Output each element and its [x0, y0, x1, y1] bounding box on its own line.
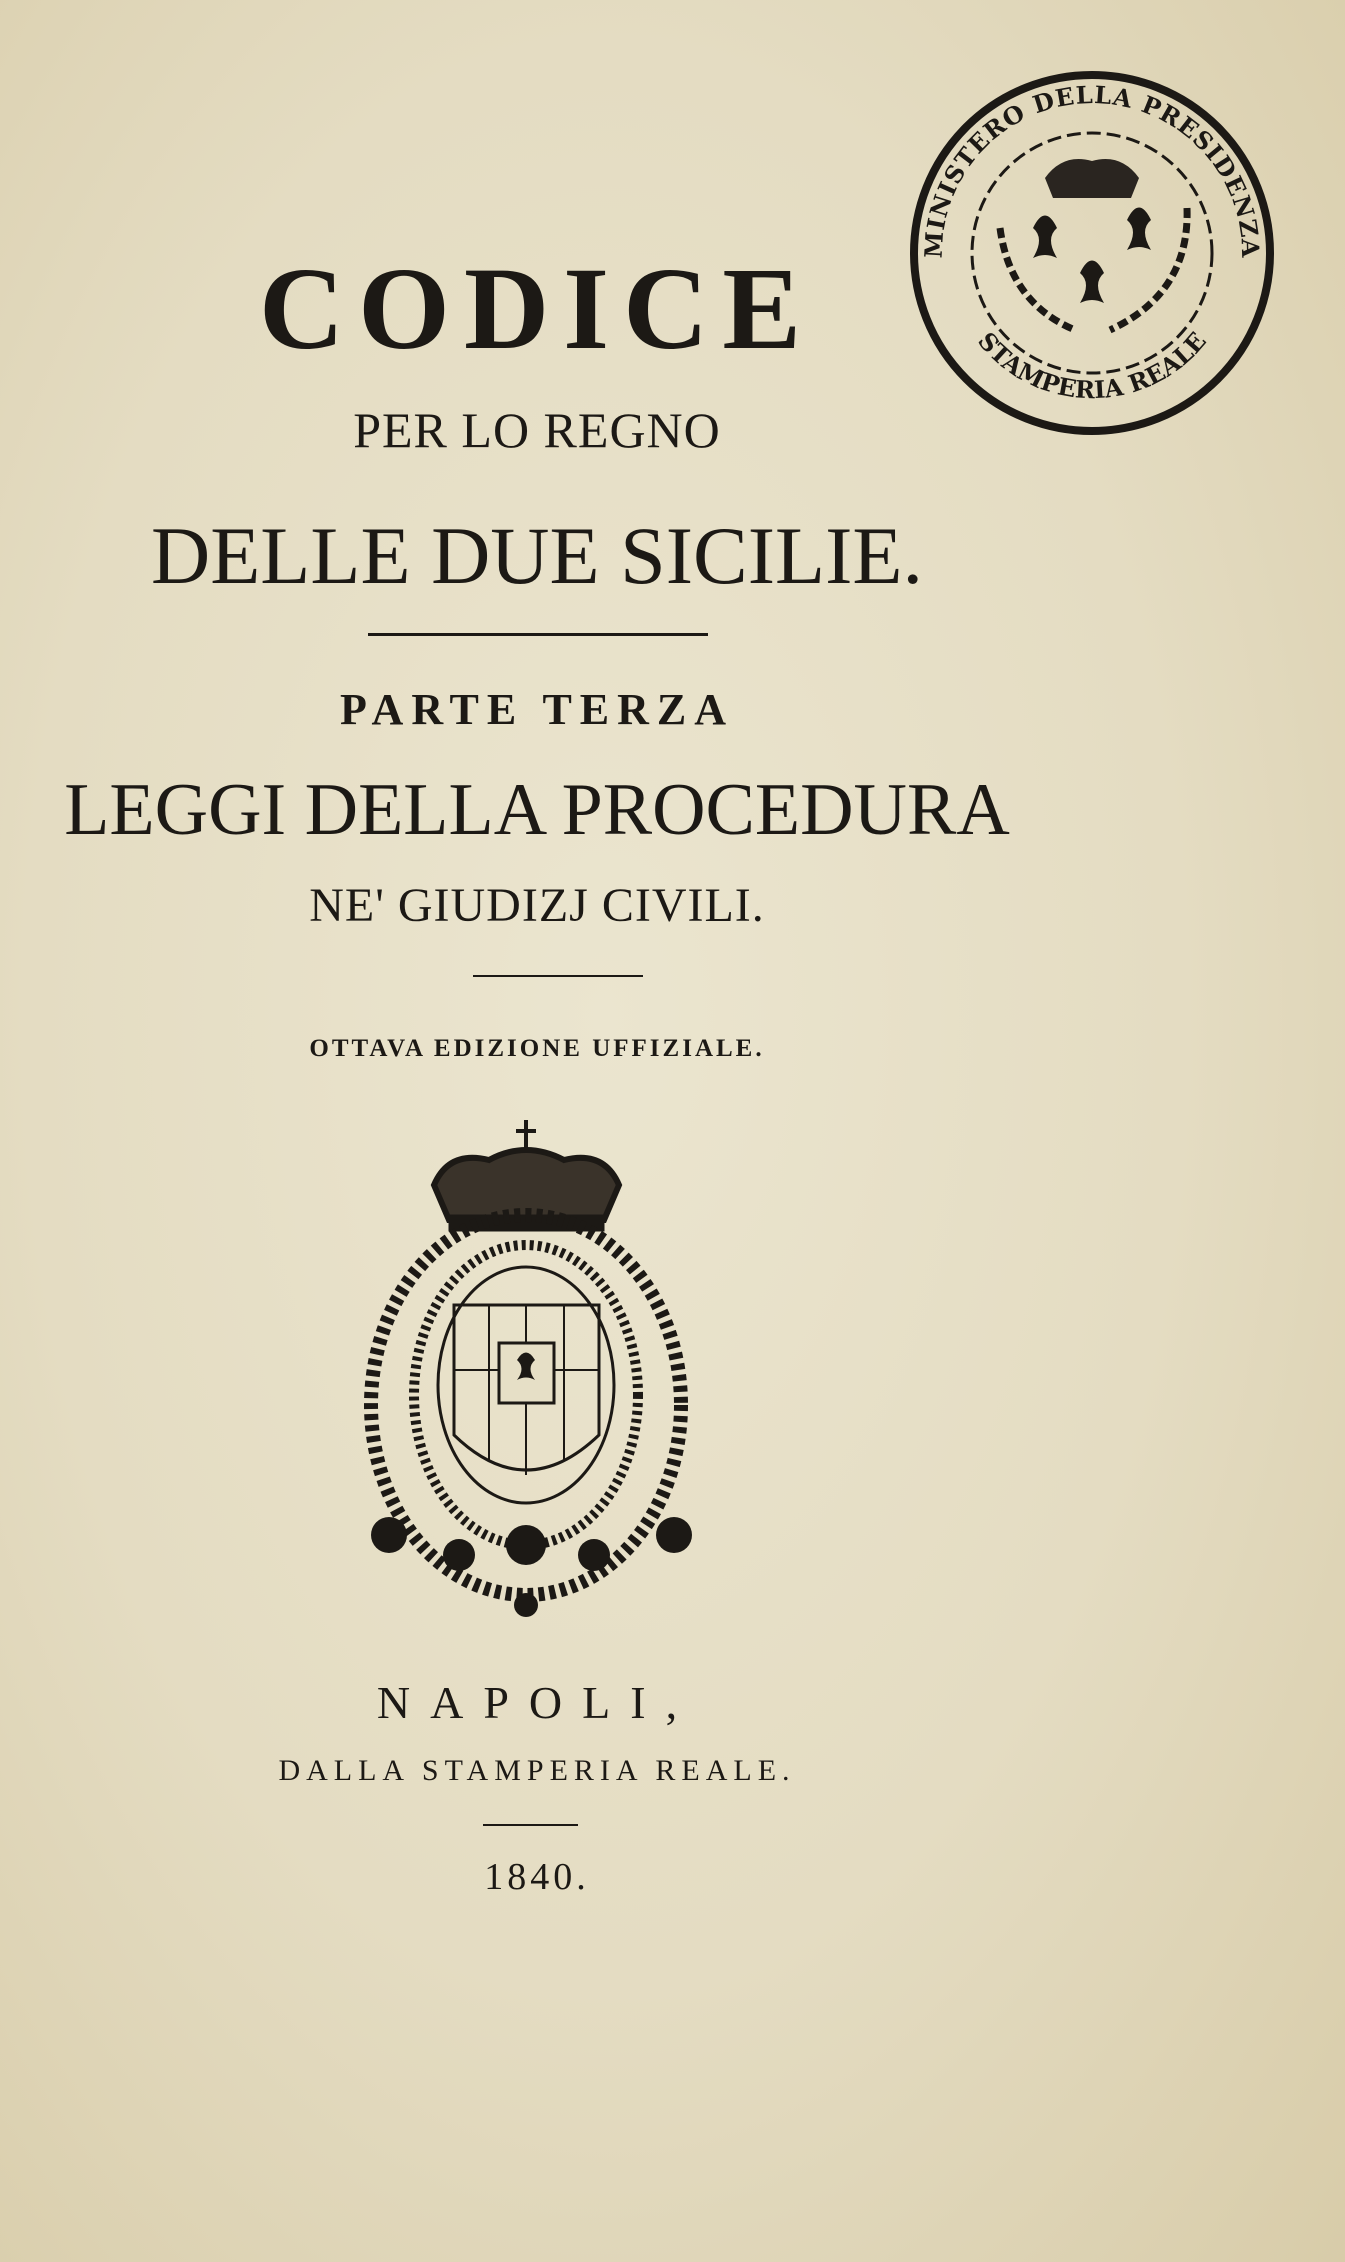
part-label: PARTE TERZA [339, 685, 735, 734]
place-of-publication: NAPOLI, [376, 1677, 698, 1728]
stamp-bottom-text: STAMPERIA REALE [972, 326, 1212, 405]
fleur-de-lis-icon [1033, 208, 1151, 304]
title: CODICE [258, 243, 816, 374]
subtitle-line-1: PER LO REGNO [353, 402, 721, 458]
royal-coat-of-arms-emblem [339, 1115, 729, 1620]
divider-rule [483, 1824, 578, 1826]
library-ink-stamp [905, 68, 1275, 438]
edition-note: OTTAVA EDIZIONE UFFIZIALE. [309, 1035, 765, 1062]
part-title: LEGGI DELLA PROCEDURA [64, 769, 1010, 851]
stamp-top-text: MINISTERO DELLA PRESIDENZA [918, 79, 1266, 259]
divider-rule [473, 975, 643, 977]
publication-year: 1840. [484, 1856, 590, 1898]
divider-rule [368, 633, 708, 636]
part-subtitle: NE' GIUDIZJ CIVILI. [309, 879, 765, 932]
subtitle-line-2: DELLE DUE SICILIE. [151, 510, 923, 601]
publisher: DALLA STAMPERIA REALE. [278, 1754, 796, 1787]
